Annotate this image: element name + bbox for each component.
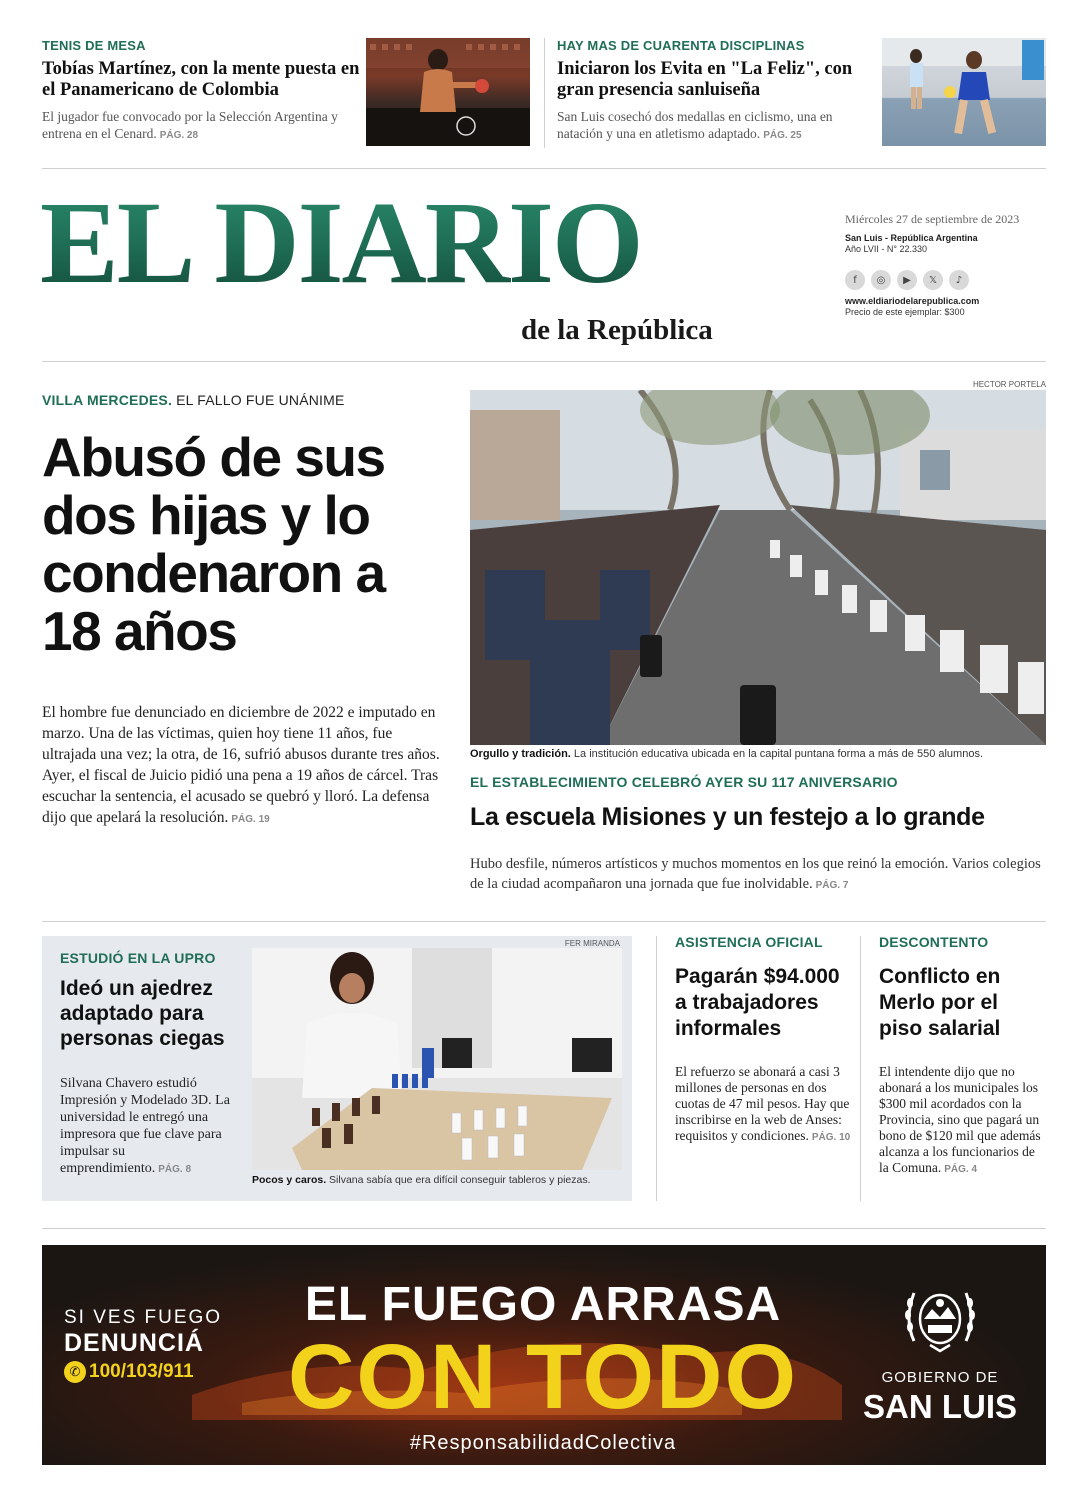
top-story-1-headline[interactable]: Tobías Martínez, con la mente puesta en el Panamericano de Colombia	[42, 59, 360, 100]
top-story-1-summary: El jugador fue convocado por la Selección Argentina y entrena en el Cenard. PÁG. 28	[42, 109, 338, 141]
aid-body: El refuerzo se abonará a casi 3 millones de personas en dos cuotas de 47 mil pesos. Hay que inscribirse en la web de Anses: requisitos y condiciones. PÁG. 10	[675, 1064, 851, 1143]
masthead-title[interactable]: EL DIARIO	[40, 184, 760, 302]
san-luis-crest-icon	[900, 1279, 980, 1359]
divider-merlo	[860, 936, 861, 1201]
phone-icon: ✆	[64, 1361, 86, 1383]
school-headline[interactable]: La escuela Misiones y un festejo a lo grande	[470, 803, 985, 831]
page-ref: PÁG. 25	[763, 130, 802, 141]
school-kicker: EL ESTABLECIMIENTO CELEBRÓ AYER SU 117 ANIVERSARIO	[470, 774, 898, 790]
lead-headline[interactable]: Abusó de sus dos hijas y lo condenaron a 18 años	[42, 426, 385, 662]
chess-photo-caption: Pocos y caros. Silvana sabía que era difícil conseguir tableros y piezas.	[252, 1174, 591, 1186]
social-icons	[845, 270, 1045, 290]
issue-price: Precio de este ejemplar: $300	[845, 307, 965, 317]
page-ref: PÁG. 7	[815, 880, 849, 891]
school-photo-caption: Orgullo y tradición. La institución educativa ubicada en la capital puntana forma a más de 550 alumnos.	[470, 748, 984, 760]
ad-gov-line2: SAN LUIS	[862, 1388, 1017, 1425]
ad-hashtag: #ResponsabilidadColectiva	[409, 1432, 677, 1454]
chess-headline[interactable]: Ideó un ajedrez adaptado para personas ciegas	[60, 977, 225, 1050]
masthead-subtitle: de la República	[521, 314, 713, 346]
fire-ad-banner[interactable]	[42, 1245, 1046, 1465]
chess-photo	[252, 948, 622, 1170]
chess-body: Silvana Chavero estudió Impresión y Modelado 3D. La universidad le entregó una impresora que fue clave para impulsar su emprendimiento. PÁG. 8	[60, 1076, 230, 1176]
ad-main-line1: EL FUEGO ARRASA	[304, 1278, 782, 1331]
chess-kicker: ESTUDIÓ EN LA UPRO	[60, 950, 216, 966]
tiktok-icon[interactable]: ♪	[949, 270, 969, 290]
issue-number: Año LVII - N° 22.330	[845, 244, 927, 254]
evita-games-photo	[882, 38, 1046, 146]
ad-phones	[64, 1361, 194, 1383]
aid-kicker: ASISTENCIA OFICIAL	[675, 934, 823, 950]
ad-gov-line1: GOBIERNO DE	[881, 1369, 999, 1386]
top-story-2-summary: San Luis cosechó dos medallas en ciclismo, una en natación y una en atletismo adaptado. PÁG. 25	[557, 109, 833, 141]
lead-kicker: VILLA MERCEDES. EL FALLO FUE UNÁNIME	[42, 392, 345, 408]
top-story-1[interactable]	[42, 38, 360, 144]
issue-date: Miércoles 27 de septiembre de 2023	[845, 212, 1020, 226]
page-ref: PÁG. 4	[944, 1164, 978, 1175]
lead-story[interactable]	[42, 392, 446, 830]
page-ref: PÁG. 10	[811, 1132, 851, 1143]
divider-aid	[656, 936, 657, 1201]
photo-credit: HECTOR PORTELA	[972, 380, 1046, 389]
table-tennis-photo	[366, 38, 530, 146]
ad-phone-numbers: 100/103/911	[89, 1361, 194, 1382]
rule-top	[42, 168, 1046, 169]
chess-photo-credit: FER MIRANDA	[564, 939, 620, 948]
facebook-icon[interactable]: f	[845, 270, 865, 290]
ad-main-line2: CON TODO	[287, 1326, 799, 1428]
aid-story[interactable]	[675, 934, 851, 1146]
page-ref: PÁG. 8	[158, 1164, 192, 1175]
website-link[interactable]: www.eldiariodelarepublica.com	[845, 296, 980, 306]
rule-mid	[42, 921, 1046, 922]
x-icon[interactable]: 𝕏	[923, 270, 943, 290]
masthead-info	[845, 212, 1045, 317]
top-divider	[544, 38, 545, 148]
instagram-icon[interactable]: ◎	[871, 270, 891, 290]
merlo-body: El intendente dijo que no abonará a los municipales los $300 mil acordados con la Provincia, sino que pagará un bono de $120 mil que además alcanza a los funcionarios de la Comuna. PÁG. 4	[879, 1064, 1041, 1175]
rule-masthead	[42, 361, 1046, 362]
page-ref: PÁG. 28	[159, 130, 199, 141]
merlo-story[interactable]	[879, 934, 1046, 1178]
top-story-2[interactable]	[557, 38, 875, 144]
lead-body: El hombre fue denunciado en diciembre de 2022 e imputado en marzo. Una de las víctimas, quien hoy tiene 11 años, fue ultrajada una vez; la otra, de 16, sufrió abusos durante tres años. Ayer, el fiscal de Juicio pidió una pena a 19 años de cárcel. Tras escuchar la sentencia, el acusado se quebró y lloró. La defensa dijo que apelará la resolución. PÁG. 19	[42, 704, 440, 826]
page-ref: PÁG. 19	[231, 814, 270, 825]
youtube-icon[interactable]: ▶	[897, 270, 917, 290]
school-parade-photo	[470, 390, 1046, 745]
rule-bottom	[42, 1228, 1046, 1229]
aid-headline[interactable]: Pagarán $94.000 a trabajadores informales	[675, 965, 840, 1040]
top-story-2-kicker: HAY MAS DE CUARENTA DISCIPLINAS	[557, 38, 805, 53]
chess-story[interactable]	[60, 950, 248, 1178]
merlo-headline[interactable]: Conflicto en Merlo por el piso salarial	[879, 965, 1001, 1040]
merlo-kicker: DESCONTENTO	[879, 934, 989, 950]
issue-location: San Luis - República Argentina	[845, 233, 978, 243]
ad-left-line2: DENUNCIÁ	[64, 1329, 204, 1357]
top-story-2-headline[interactable]: Iniciaron los Evita en "La Feliz", con gran presencia sanluiseña	[557, 59, 853, 100]
school-body: Hubo desfile, números artísticos y muchos momentos en los que reinó la emoción. Varios colegios de la ciudad acompañaron una jornada que fue inolvidable. PÁG. 7	[470, 856, 1041, 892]
school-story[interactable]	[470, 774, 1046, 896]
ad-left-line1: SI VES FUEGO	[64, 1307, 223, 1328]
top-story-1-kicker: TENIS DE MESA	[42, 38, 146, 53]
